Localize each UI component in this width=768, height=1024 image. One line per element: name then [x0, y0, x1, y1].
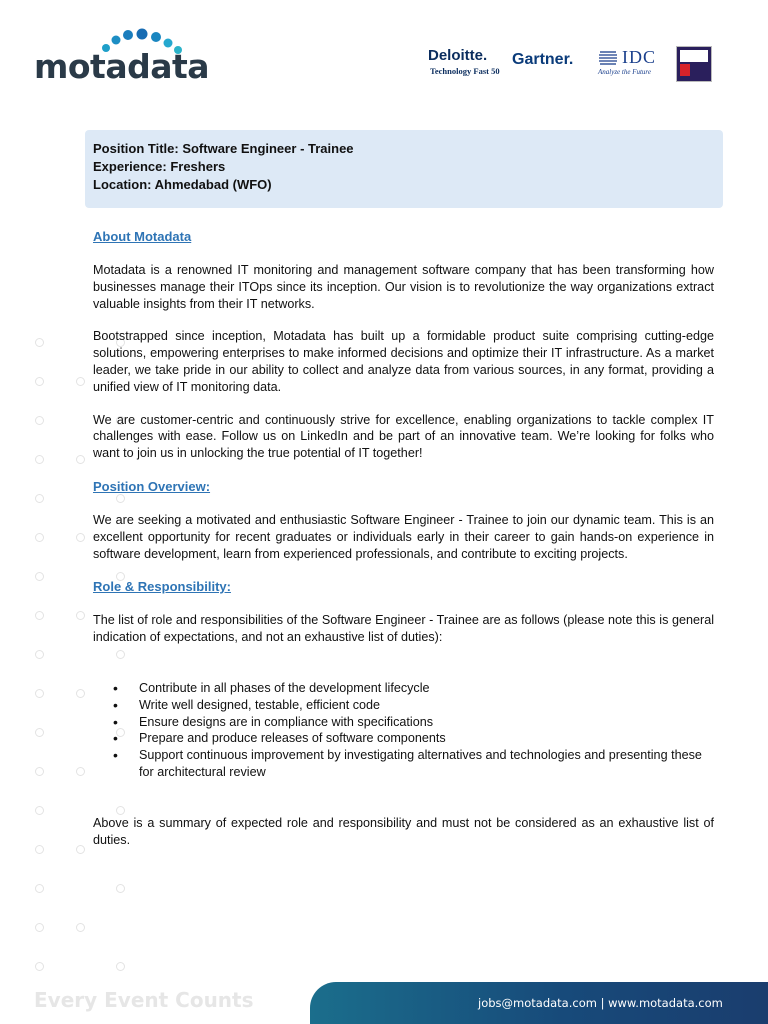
decorative-dot [76, 455, 85, 464]
logo-wordmark: motadata [34, 47, 210, 86]
decorative-dot [76, 377, 85, 386]
decorative-dot [35, 494, 44, 503]
decorative-dot [76, 611, 85, 620]
responsibility-list [113, 680, 714, 781]
overview-paragraph: We are seeking a motivated and enthusiastic Software Engineer - Trainee to join our dynamic team. This is an excellent opportunity for recent graduates or individuals early in their career to gain hands-on experience in software development, learn from experienced professionals, and contribute to exciting projects. [93, 512, 714, 561]
decorative-dot [35, 611, 44, 620]
footer-contact: jobs@motadata.com | www.motadata.com [478, 996, 723, 1010]
decorative-dot [35, 806, 44, 815]
footer-contact-bar [310, 982, 768, 1024]
decorative-dot [76, 767, 85, 776]
decorative-dot [35, 962, 44, 971]
overview-heading: Position Overview: [93, 478, 211, 494]
list-item: • Ensure designs are in compliance with specifications [113, 714, 714, 731]
idc-globe-icon [598, 50, 618, 66]
decorative-dot [35, 572, 44, 581]
decorative-dot [35, 338, 44, 347]
position-title: Position Title: Software Engineer - Trainee [93, 141, 354, 156]
decorative-dot [35, 884, 44, 893]
list-item: • Prepare and produce releases of software components [113, 730, 714, 747]
decorative-dot [35, 650, 44, 659]
partner-logos [424, 44, 724, 84]
role-heading: Role & Responsibility: [93, 579, 231, 595]
about-paragraph-1: Motadata is a renowned IT monitoring and management software company that has been transforming how businesses manage their ITOps since its inception. Our vision is to revolutionize the way organizations extract valuable insights from their IT networks. [93, 263, 714, 311]
decorative-dot [116, 884, 125, 893]
decorative-dot [35, 767, 44, 776]
decorative-dot [35, 533, 44, 542]
great-place-to-work-badge-icon [676, 46, 712, 82]
experience: Experience: Freshers [93, 159, 226, 174]
decorative-dot [116, 962, 125, 971]
decorative-dot [35, 923, 44, 932]
decorative-dot [35, 377, 44, 386]
location: Location: Ahmedabad (WFO) [93, 177, 272, 192]
motadata-logo [34, 28, 224, 88]
decorative-dot [35, 728, 44, 737]
role-summary: Above is a summary of expected role and responsibility and must not be considered as an exhaustive list of duties. [93, 815, 714, 847]
list-item: • Contribute in all phases of the development lifecycle [113, 680, 714, 697]
job-description-body [93, 228, 714, 848]
idc-subtitle: Analyze the Future [598, 68, 652, 76]
list-item: • Write well designed, testable, efficient code [113, 697, 714, 714]
decorative-dot [35, 416, 44, 425]
decorative-dot [76, 533, 85, 542]
decorative-dot [76, 689, 85, 698]
role-intro: The list of role and responsibilities of the Software Engineer - Trainee are as follows (please note this is general indication of expectations, and not an exhaustive list of duties): [93, 613, 714, 645]
decorative-dot [35, 845, 44, 854]
deloitte-subtitle: Technology Fast 50 [430, 66, 500, 76]
decorative-dot [76, 845, 85, 854]
footer-tagline: Every Event Counts [34, 988, 254, 1012]
about-paragraph-2: Bootstrapped since inception, Motadata has built up a formidable product suite comprising cutting-edge solutions, empowering enterprises to make informed decisions and optimize their IT infrastructure. As a market leader, we take pride in our ability to collect and analyze data from various sources, in any format, providing a unified view of IT monitoring data. [93, 329, 714, 394]
decorative-dot [35, 455, 44, 464]
about-heading: About Motadata [93, 229, 192, 244]
deloitte-logo: Deloitte. [428, 47, 488, 64]
about-paragraph-3: We are customer-centric and continuously strive for excellence, enabling organizations to tackle complex IT challenges with ease. Follow us on LinkedIn and be part of an innovative team. We’re looking for folks who want to join us in unlocking the true potential of IT together! [93, 412, 714, 461]
idc-logo: IDC [622, 47, 656, 67]
position-info-box [85, 130, 723, 208]
decorative-dot [35, 689, 44, 698]
list-item: • Support continuous improvement by investigating alternatives and technologies and presenting these for architectural review [113, 747, 714, 781]
gartner-logo: Gartner. [512, 51, 574, 68]
decorative-dot [76, 923, 85, 932]
